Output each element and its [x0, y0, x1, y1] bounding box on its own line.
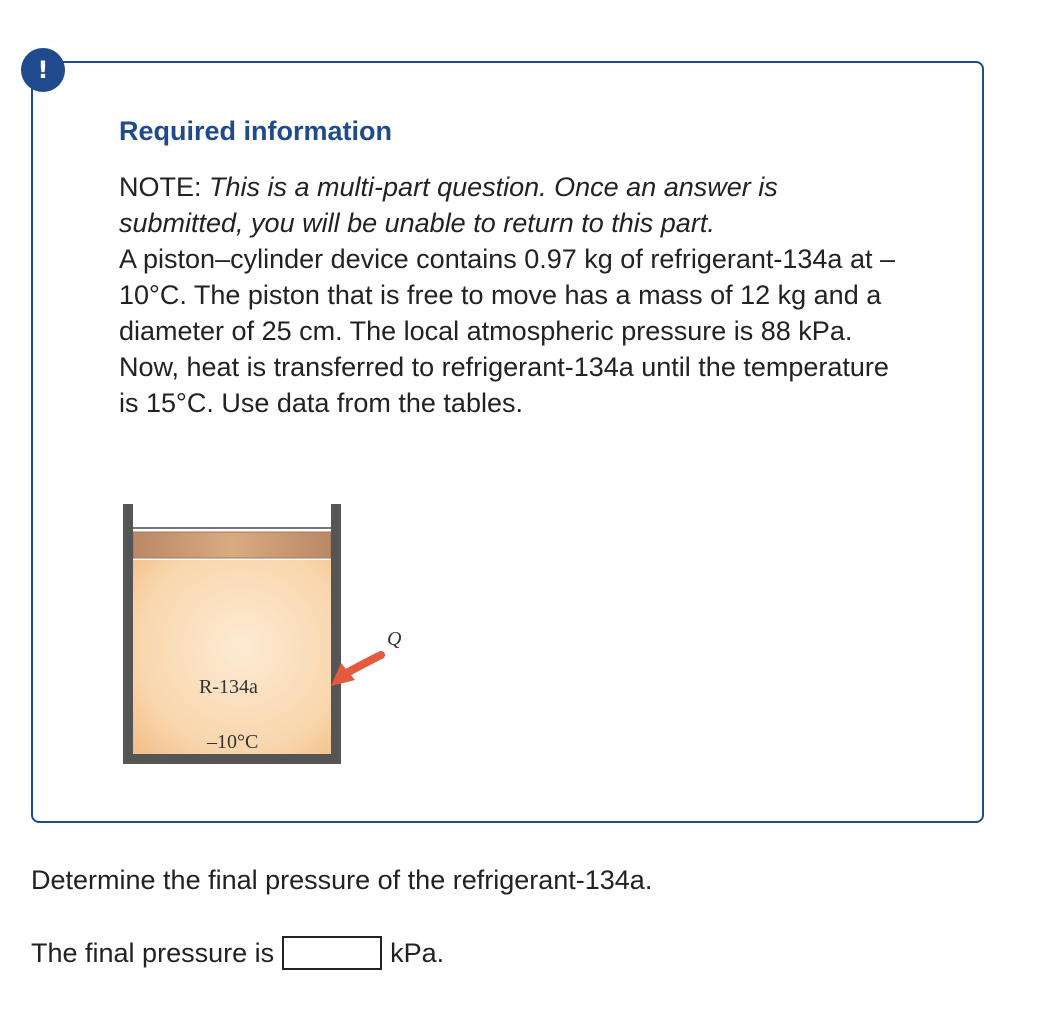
exclamation-icon: !	[21, 48, 65, 92]
piston-cylinder-figure	[123, 498, 423, 773]
required-information-box	[31, 61, 984, 823]
answer-prefix: The final pressure is	[31, 937, 275, 968]
note-text: This is a multi-part question. Once an answer is submitted, you will be unable to return to this part.	[119, 172, 778, 238]
problem-statement	[119, 169, 899, 421]
question-text: Determine the final pressure of the refrigerant-134a.	[31, 865, 653, 895]
cylinder-right-wall	[331, 504, 341, 764]
cylinder-bottom	[123, 754, 341, 764]
fluid-label: R-134a	[199, 676, 258, 698]
cylinder-left-wall	[123, 504, 133, 764]
answer-row	[31, 932, 444, 974]
refrigerant-fluid	[133, 560, 331, 754]
heat-label: Q	[387, 628, 402, 650]
problem-description: A piston–cylinder device contains 0.97 kg of refrigerant-134a at –10°C. The piston that is free to move has a mass of 12 kg and a diameter of 25 cm. The local atmospheric pressure is 88 kPa. Now, heat is transferred to refrigerant-134a until the temperature is 15°C. Use data from the tables.	[119, 244, 895, 418]
piston	[133, 532, 331, 558]
answer-unit: kPa.	[390, 937, 445, 968]
required-information-heading: Required information	[119, 116, 393, 146]
final-pressure-input[interactable]	[282, 936, 382, 970]
temperature-label: –10°C	[207, 731, 259, 753]
note-label: NOTE:	[119, 172, 210, 202]
